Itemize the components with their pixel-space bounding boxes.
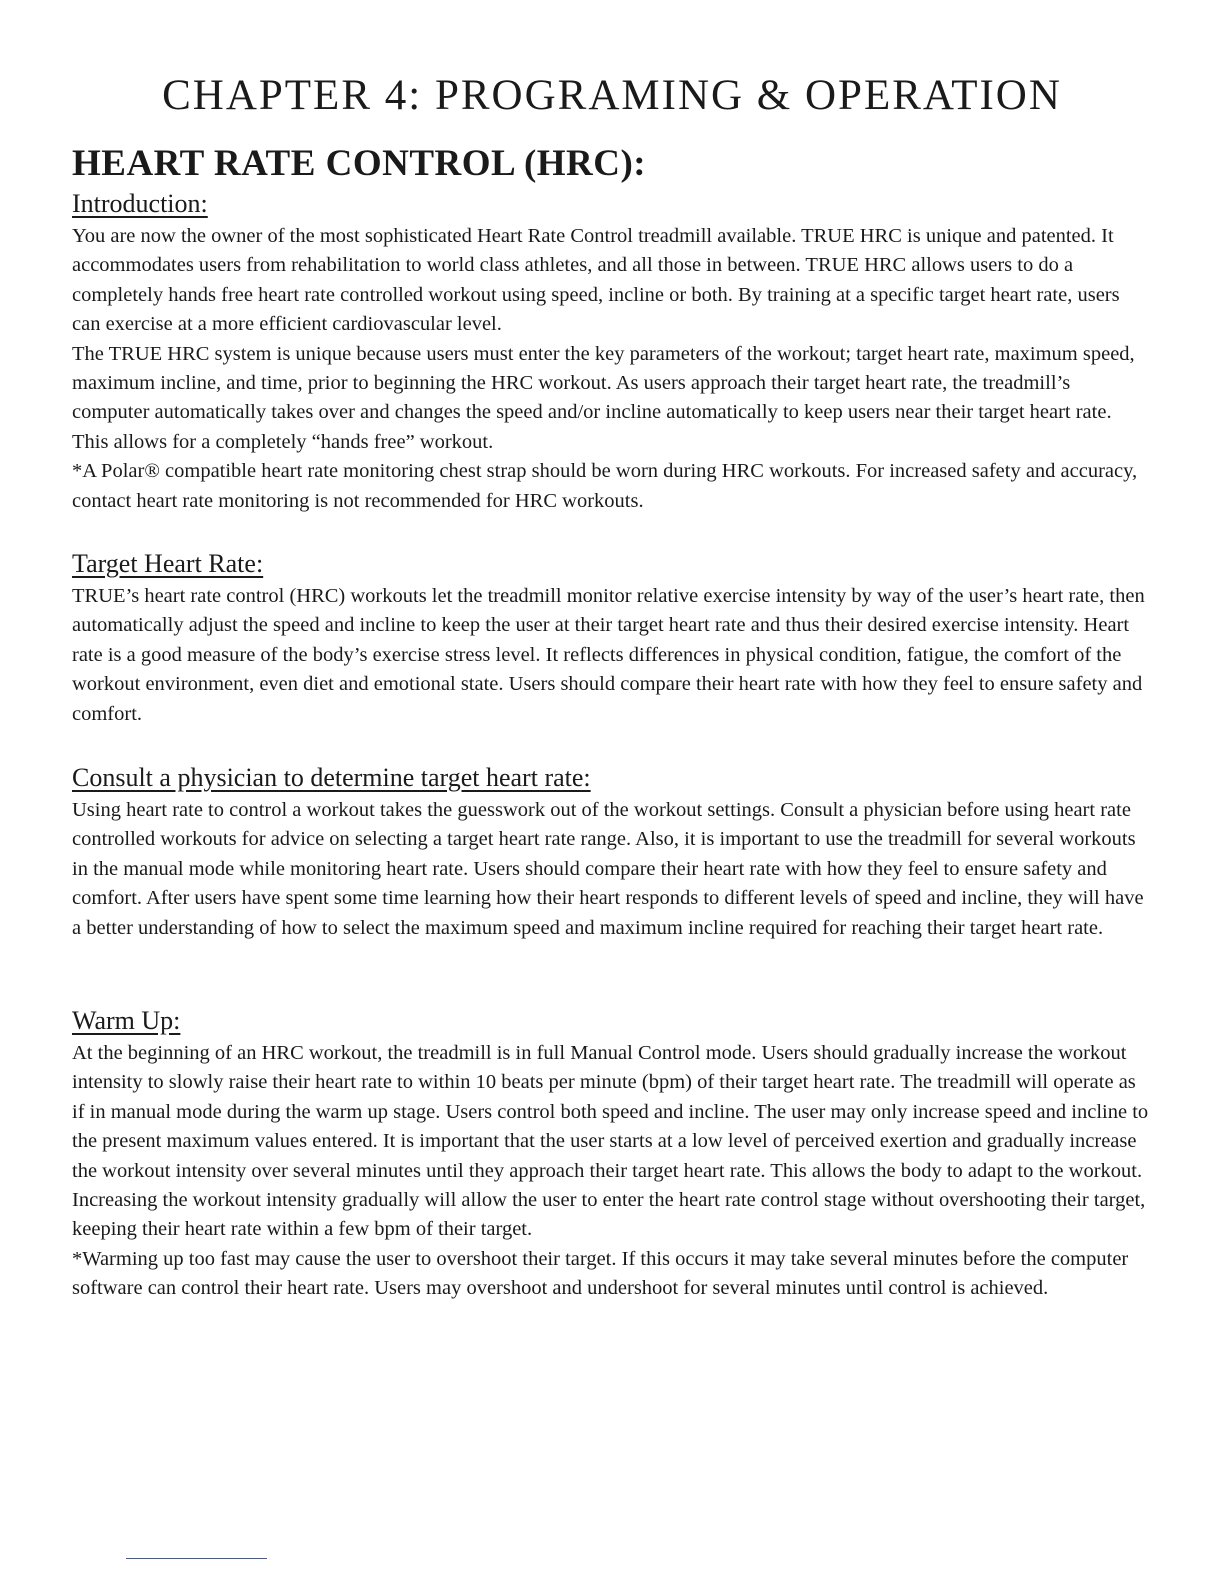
chapter-title: CHAPTER 4: PROGRAMING & OPERATION [162, 72, 1062, 119]
paragraph: You are now the owner of the most sophisticated Heart Rate Control treadmill available. TRUE HRC is unique and patented. It accommodates users from rehabilitation to world class athletes, and all those in between. TRUE HRC allows users to do a completely hands free heart rate controlled workout using speed, incline or both. By training at a specific target heart rate, users can exercise at a more efficient cardiovascular level. [72, 225, 1120, 336]
section-warm-up [72, 1003, 1152, 1304]
section-introduction [72, 186, 1152, 516]
footnote-divider [126, 1558, 267, 1559]
section-heading: Consult a physician to determine target heart rate: [72, 763, 591, 792]
paragraph: *Warming up too fast may cause the user to overshoot their target. If this occurs it may take several minutes before the computer software can control their heart rate. Users may overshoot and undershoot for several minutes until control is achieved. [72, 1247, 1129, 1300]
paragraph: Using heart rate to control a workout takes the guesswork out of the workout settings. Consult a physician before using heart rate controlled workouts for advice on selecting a target heart rate range. Also, it is important to use the treadmill for several workouts in the manual mode while monitoring heart rate. Users should compare their heart rate with how they feel to ensure safety and comfort. After users have spent some time learning how their heart responds to different levels of speed and incline, they will have a better understanding of how to select the maximum speed and maximum incline required for reaching their target heart rate. [72, 799, 1144, 939]
paragraph: The TRUE HRC system is unique because users must enter the key parameters of the workout; target heart rate, maximum speed, maximum incline, and time, prior to beginning the HRC workout. As users approach their target heart rate, the treadmill’s computer automatically takes over and changes the speed and/or incline automatically to keep users near their target heart rate. This allows for a completely “hands free” workout. [72, 342, 1135, 453]
main-title: HEART RATE CONTROL (HRC): [72, 143, 647, 184]
paragraph: At the beginning of an HRC workout, the treadmill is in full Manual Control mode. Users should gradually increase the workout intensity to slowly raise their heart rate to within 10 beats per minute (bpm) of their target heart rate. The treadmill will operate as if in manual mode during the warm up stage. Users control both speed and incline. The user may only increase speed and incline to the present maximum values entered. It is important that the user starts at a low level of perceived exertion and gradually increase the workout intensity over several minutes until they approach their target heart rate. This allows the body to adapt to the workout. Increasing the workout intensity gradually will allow the user to enter the heart rate control stage without overshooting their target, keeping their heart rate within a few bpm of their target. [72, 1042, 1149, 1241]
section-target-heart-rate [72, 546, 1152, 729]
section-heading: Warm Up: [72, 1006, 181, 1035]
paragraph: TRUE’s heart rate control (HRC) workouts let the treadmill monitor relative exercise intensity by way of the user’s heart rate, then automatically adjust the speed and incline to keep the user at their target heart rate and thus their desired exercise intensity. Heart rate is a good measure of the body’s exercise stress level. It reflects differences in physical condition, fatigue, the comfort of the workout environment, even diet and emotional state. Users should compare their heart rate with how they feel to ensure safety and comfort. [72, 585, 1145, 725]
section-consult-physician [72, 760, 1152, 943]
paragraph: *A Polar® compatible heart rate monitoring chest strap should be worn during HRC workouts. For increased safety and accuracy, contact heart rate monitoring is not recommended for HRC workouts. [72, 460, 1138, 512]
section-heading: Target Heart Rate: [72, 549, 264, 578]
section-heading: Introduction: [72, 189, 208, 218]
